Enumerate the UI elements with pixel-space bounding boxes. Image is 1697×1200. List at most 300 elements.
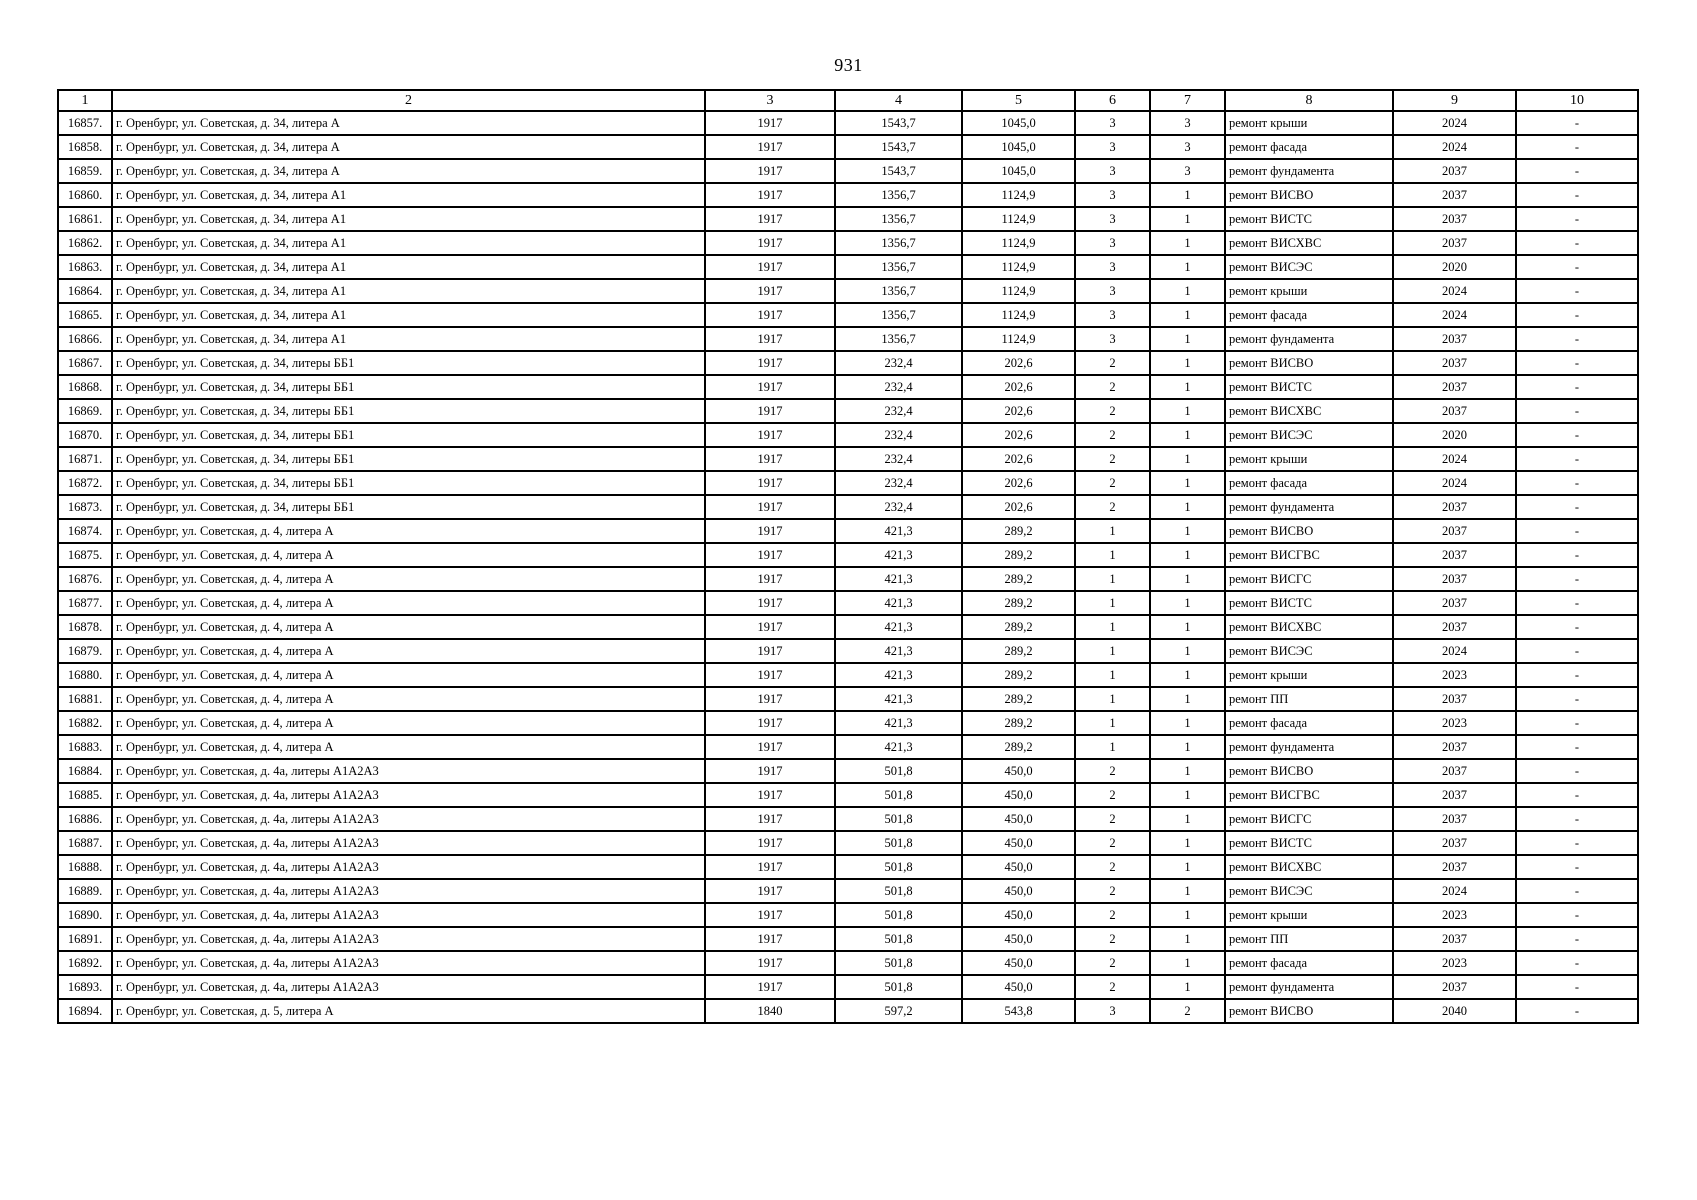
- year-cell: 1917: [705, 327, 835, 351]
- entrances-cell: 1: [1150, 735, 1225, 759]
- living-area-cell: 202,6: [962, 471, 1075, 495]
- row-number-cell: 16862.: [58, 231, 112, 255]
- year-cell: 1917: [705, 423, 835, 447]
- address-cell: г. Оренбург, ул. Советская, д. 4, литера А: [112, 543, 705, 567]
- floors-cell: 1: [1075, 687, 1150, 711]
- column-header: 9: [1393, 90, 1516, 111]
- note-cell: -: [1516, 375, 1638, 399]
- living-area-cell: 1124,9: [962, 207, 1075, 231]
- total-area-cell: 1356,7: [835, 207, 962, 231]
- row-number-cell: 16888.: [58, 855, 112, 879]
- total-area-cell: 501,8: [835, 831, 962, 855]
- living-area-cell: 450,0: [962, 855, 1075, 879]
- living-area-cell: 289,2: [962, 663, 1075, 687]
- plan-year-cell: 2024: [1393, 135, 1516, 159]
- address-cell: г. Оренбург, ул. Советская, д. 4, литера А: [112, 519, 705, 543]
- address-cell: г. Оренбург, ул. Советская, д. 4, литера А: [112, 663, 705, 687]
- year-cell: 1917: [705, 207, 835, 231]
- note-cell: -: [1516, 591, 1638, 615]
- floors-cell: 1: [1075, 567, 1150, 591]
- plan-year-cell: 2037: [1393, 615, 1516, 639]
- entrances-cell: 1: [1150, 255, 1225, 279]
- row-number-cell: 16868.: [58, 375, 112, 399]
- row-number-cell: 16859.: [58, 159, 112, 183]
- work-type-cell: ремонт фундамента: [1225, 735, 1393, 759]
- table-row: [58, 735, 1638, 759]
- year-cell: 1917: [705, 687, 835, 711]
- table-row: [58, 471, 1638, 495]
- work-type-cell: ремонт ВИСГС: [1225, 807, 1393, 831]
- work-type-cell: ремонт ВИСГВС: [1225, 783, 1393, 807]
- note-cell: -: [1516, 975, 1638, 999]
- work-type-cell: ремонт крыши: [1225, 903, 1393, 927]
- living-area-cell: 543,8: [962, 999, 1075, 1023]
- entrances-cell: 1: [1150, 927, 1225, 951]
- row-number-cell: 16866.: [58, 327, 112, 351]
- plan-year-cell: 2037: [1393, 567, 1516, 591]
- address-cell: г. Оренбург, ул. Советская, д. 4а, литеры А1А2А3: [112, 903, 705, 927]
- work-type-cell: ремонт фундамента: [1225, 975, 1393, 999]
- table-row: [58, 279, 1638, 303]
- total-area-cell: 421,3: [835, 639, 962, 663]
- living-area-cell: 450,0: [962, 879, 1075, 903]
- work-type-cell: ремонт ВИСЭС: [1225, 423, 1393, 447]
- living-area-cell: 289,2: [962, 567, 1075, 591]
- work-type-cell: ремонт ВИСТС: [1225, 375, 1393, 399]
- column-header: 3: [705, 90, 835, 111]
- floors-cell: 2: [1075, 807, 1150, 831]
- year-cell: 1917: [705, 951, 835, 975]
- entrances-cell: 1: [1150, 591, 1225, 615]
- total-area-cell: 501,8: [835, 951, 962, 975]
- year-cell: 1917: [705, 855, 835, 879]
- work-type-cell: ремонт ВИСТС: [1225, 591, 1393, 615]
- total-area-cell: 421,3: [835, 711, 962, 735]
- total-area-cell: 421,3: [835, 615, 962, 639]
- entrances-cell: 1: [1150, 519, 1225, 543]
- address-cell: г. Оренбург, ул. Советская, д. 34, литера А: [112, 111, 705, 135]
- row-number-cell: 16865.: [58, 303, 112, 327]
- year-cell: 1917: [705, 495, 835, 519]
- year-cell: 1917: [705, 135, 835, 159]
- note-cell: -: [1516, 303, 1638, 327]
- note-cell: -: [1516, 423, 1638, 447]
- row-number-cell: 16889.: [58, 879, 112, 903]
- living-area-cell: 202,6: [962, 447, 1075, 471]
- data-table: [57, 89, 1639, 1024]
- living-area-cell: 1045,0: [962, 135, 1075, 159]
- table-row: [58, 855, 1638, 879]
- floors-cell: 3: [1075, 999, 1150, 1023]
- entrances-cell: 2: [1150, 999, 1225, 1023]
- work-type-cell: ремонт фасада: [1225, 135, 1393, 159]
- entrances-cell: 1: [1150, 951, 1225, 975]
- plan-year-cell: 2037: [1393, 807, 1516, 831]
- address-cell: г. Оренбург, ул. Советская, д. 34, литера А: [112, 159, 705, 183]
- note-cell: -: [1516, 879, 1638, 903]
- entrances-cell: 1: [1150, 447, 1225, 471]
- total-area-cell: 597,2: [835, 999, 962, 1023]
- work-type-cell: ремонт ВИСЭС: [1225, 255, 1393, 279]
- work-type-cell: ремонт ПП: [1225, 927, 1393, 951]
- address-cell: г. Оренбург, ул. Советская, д. 4, литера А: [112, 735, 705, 759]
- note-cell: -: [1516, 639, 1638, 663]
- plan-year-cell: 2037: [1393, 687, 1516, 711]
- entrances-cell: 1: [1150, 687, 1225, 711]
- row-number-cell: 16885.: [58, 783, 112, 807]
- plan-year-cell: 2023: [1393, 711, 1516, 735]
- floors-cell: 2: [1075, 759, 1150, 783]
- floors-cell: 2: [1075, 951, 1150, 975]
- total-area-cell: 232,4: [835, 471, 962, 495]
- year-cell: 1917: [705, 783, 835, 807]
- floors-cell: 1: [1075, 639, 1150, 663]
- table-row: [58, 711, 1638, 735]
- note-cell: -: [1516, 807, 1638, 831]
- plan-year-cell: 2037: [1393, 975, 1516, 999]
- total-area-cell: 1356,7: [835, 183, 962, 207]
- table-row: [58, 567, 1638, 591]
- year-cell: 1917: [705, 255, 835, 279]
- row-number-cell: 16883.: [58, 735, 112, 759]
- note-cell: -: [1516, 759, 1638, 783]
- work-type-cell: ремонт ВИСВО: [1225, 999, 1393, 1023]
- row-number-cell: 16869.: [58, 399, 112, 423]
- row-number-cell: 16858.: [58, 135, 112, 159]
- work-type-cell: ремонт ВИСТС: [1225, 831, 1393, 855]
- address-cell: г. Оренбург, ул. Советская, д. 4а, литеры А1А2А3: [112, 759, 705, 783]
- entrances-cell: 1: [1150, 639, 1225, 663]
- work-type-cell: ремонт фундамента: [1225, 327, 1393, 351]
- row-number-cell: 16892.: [58, 951, 112, 975]
- living-area-cell: 1124,9: [962, 231, 1075, 255]
- plan-year-cell: 2037: [1393, 231, 1516, 255]
- column-header: 4: [835, 90, 962, 111]
- column-header: 7: [1150, 90, 1225, 111]
- work-type-cell: ремонт ВИСЭС: [1225, 879, 1393, 903]
- note-cell: -: [1516, 783, 1638, 807]
- table-row: [58, 759, 1638, 783]
- total-area-cell: 421,3: [835, 543, 962, 567]
- row-number-cell: 16891.: [58, 927, 112, 951]
- floors-cell: 2: [1075, 471, 1150, 495]
- note-cell: -: [1516, 615, 1638, 639]
- note-cell: -: [1516, 231, 1638, 255]
- table-row: [58, 255, 1638, 279]
- table-row: [58, 111, 1638, 135]
- work-type-cell: ремонт фасада: [1225, 951, 1393, 975]
- row-number-cell: 16875.: [58, 543, 112, 567]
- total-area-cell: 421,3: [835, 567, 962, 591]
- plan-year-cell: 2024: [1393, 447, 1516, 471]
- plan-year-cell: 2023: [1393, 663, 1516, 687]
- year-cell: 1917: [705, 375, 835, 399]
- address-cell: г. Оренбург, ул. Советская, д. 34, литеры ББ1: [112, 495, 705, 519]
- work-type-cell: ремонт фасада: [1225, 711, 1393, 735]
- living-area-cell: 450,0: [962, 807, 1075, 831]
- row-number-cell: 16874.: [58, 519, 112, 543]
- total-area-cell: 232,4: [835, 399, 962, 423]
- row-number-cell: 16876.: [58, 567, 112, 591]
- plan-year-cell: 2020: [1393, 255, 1516, 279]
- plan-year-cell: 2037: [1393, 855, 1516, 879]
- address-cell: г. Оренбург, ул. Советская, д. 34, литеры ББ1: [112, 471, 705, 495]
- table-row: [58, 783, 1638, 807]
- total-area-cell: 232,4: [835, 375, 962, 399]
- entrances-cell: 1: [1150, 207, 1225, 231]
- note-cell: -: [1516, 495, 1638, 519]
- address-cell: г. Оренбург, ул. Советская, д. 34, литера А1: [112, 279, 705, 303]
- year-cell: 1917: [705, 615, 835, 639]
- floors-cell: 1: [1075, 519, 1150, 543]
- floors-cell: 2: [1075, 903, 1150, 927]
- row-number-cell: 16894.: [58, 999, 112, 1023]
- living-area-cell: 289,2: [962, 543, 1075, 567]
- note-cell: -: [1516, 351, 1638, 375]
- note-cell: -: [1516, 855, 1638, 879]
- table-row: [58, 423, 1638, 447]
- address-cell: г. Оренбург, ул. Советская, д. 34, литеры ББ1: [112, 375, 705, 399]
- entrances-cell: 1: [1150, 471, 1225, 495]
- table-row: [58, 831, 1638, 855]
- plan-year-cell: 2037: [1393, 543, 1516, 567]
- living-area-cell: 289,2: [962, 591, 1075, 615]
- note-cell: -: [1516, 687, 1638, 711]
- year-cell: 1917: [705, 471, 835, 495]
- note-cell: -: [1516, 159, 1638, 183]
- total-area-cell: 501,8: [835, 783, 962, 807]
- year-cell: 1917: [705, 183, 835, 207]
- plan-year-cell: 2024: [1393, 279, 1516, 303]
- year-cell: 1917: [705, 591, 835, 615]
- entrances-cell: 1: [1150, 423, 1225, 447]
- work-type-cell: ремонт ВИСХВС: [1225, 855, 1393, 879]
- floors-cell: 3: [1075, 255, 1150, 279]
- year-cell: 1917: [705, 879, 835, 903]
- work-type-cell: ремонт крыши: [1225, 447, 1393, 471]
- address-cell: г. Оренбург, ул. Советская, д. 34, литера А1: [112, 327, 705, 351]
- floors-cell: 2: [1075, 351, 1150, 375]
- total-area-cell: 421,3: [835, 519, 962, 543]
- note-cell: -: [1516, 567, 1638, 591]
- entrances-cell: 1: [1150, 711, 1225, 735]
- year-cell: 1917: [705, 159, 835, 183]
- note-cell: -: [1516, 135, 1638, 159]
- total-area-cell: 1543,7: [835, 159, 962, 183]
- row-number-cell: 16880.: [58, 663, 112, 687]
- entrances-cell: 1: [1150, 879, 1225, 903]
- total-area-cell: 1356,7: [835, 303, 962, 327]
- entrances-cell: 1: [1150, 543, 1225, 567]
- entrances-cell: 1: [1150, 351, 1225, 375]
- table-row: [58, 519, 1638, 543]
- address-cell: г. Оренбург, ул. Советская, д. 34, литера А1: [112, 183, 705, 207]
- plan-year-cell: 2024: [1393, 303, 1516, 327]
- note-cell: -: [1516, 735, 1638, 759]
- plan-year-cell: 2020: [1393, 423, 1516, 447]
- work-type-cell: ремонт ВИСТС: [1225, 207, 1393, 231]
- entrances-cell: 1: [1150, 231, 1225, 255]
- total-area-cell: 501,8: [835, 855, 962, 879]
- address-cell: г. Оренбург, ул. Советская, д. 4, литера А: [112, 639, 705, 663]
- year-cell: 1917: [705, 111, 835, 135]
- year-cell: 1917: [705, 663, 835, 687]
- living-area-cell: 1124,9: [962, 327, 1075, 351]
- address-cell: г. Оренбург, ул. Советская, д. 4а, литеры А1А2А3: [112, 927, 705, 951]
- year-cell: 1917: [705, 231, 835, 255]
- living-area-cell: 450,0: [962, 975, 1075, 999]
- plan-year-cell: 2037: [1393, 183, 1516, 207]
- entrances-cell: 1: [1150, 663, 1225, 687]
- address-cell: г. Оренбург, ул. Советская, д. 4а, литеры А1А2А3: [112, 879, 705, 903]
- address-cell: г. Оренбург, ул. Советская, д. 4, литера А: [112, 615, 705, 639]
- living-area-cell: 450,0: [962, 831, 1075, 855]
- address-cell: г. Оренбург, ул. Советская, д. 4а, литеры А1А2А3: [112, 783, 705, 807]
- note-cell: -: [1516, 519, 1638, 543]
- address-cell: г. Оренбург, ул. Советская, д. 34, литера А: [112, 135, 705, 159]
- note-cell: -: [1516, 927, 1638, 951]
- note-cell: -: [1516, 207, 1638, 231]
- entrances-cell: 1: [1150, 375, 1225, 399]
- year-cell: 1917: [705, 735, 835, 759]
- table-row: [58, 183, 1638, 207]
- floors-cell: 3: [1075, 279, 1150, 303]
- plan-year-cell: 2037: [1393, 519, 1516, 543]
- table-row: [58, 495, 1638, 519]
- row-number-cell: 16871.: [58, 447, 112, 471]
- entrances-cell: 1: [1150, 495, 1225, 519]
- table-row: [58, 639, 1638, 663]
- note-cell: -: [1516, 999, 1638, 1023]
- note-cell: -: [1516, 399, 1638, 423]
- note-cell: -: [1516, 183, 1638, 207]
- plan-year-cell: 2023: [1393, 951, 1516, 975]
- address-cell: г. Оренбург, ул. Советская, д. 4, литера А: [112, 687, 705, 711]
- note-cell: -: [1516, 279, 1638, 303]
- table-row: [58, 351, 1638, 375]
- living-area-cell: 289,2: [962, 519, 1075, 543]
- total-area-cell: 232,4: [835, 447, 962, 471]
- total-area-cell: 1356,7: [835, 231, 962, 255]
- row-number-cell: 16878.: [58, 615, 112, 639]
- header-row: [58, 90, 1638, 111]
- table-row: [58, 231, 1638, 255]
- row-number-cell: 16872.: [58, 471, 112, 495]
- row-number-cell: 16870.: [58, 423, 112, 447]
- column-header: 8: [1225, 90, 1393, 111]
- total-area-cell: 1356,7: [835, 327, 962, 351]
- address-cell: г. Оренбург, ул. Советская, д. 4, литера А: [112, 591, 705, 615]
- note-cell: -: [1516, 111, 1638, 135]
- entrances-cell: 1: [1150, 759, 1225, 783]
- floors-cell: 2: [1075, 975, 1150, 999]
- row-number-cell: 16860.: [58, 183, 112, 207]
- plan-year-cell: 2024: [1393, 111, 1516, 135]
- work-type-cell: ремонт ВИСХВС: [1225, 615, 1393, 639]
- address-cell: г. Оренбург, ул. Советская, д. 4а, литеры А1А2А3: [112, 951, 705, 975]
- living-area-cell: 450,0: [962, 783, 1075, 807]
- floors-cell: 2: [1075, 399, 1150, 423]
- row-number-cell: 16863.: [58, 255, 112, 279]
- note-cell: -: [1516, 327, 1638, 351]
- row-number-cell: 16890.: [58, 903, 112, 927]
- living-area-cell: 202,6: [962, 495, 1075, 519]
- living-area-cell: 289,2: [962, 615, 1075, 639]
- floors-cell: 2: [1075, 375, 1150, 399]
- year-cell: 1917: [705, 399, 835, 423]
- year-cell: 1917: [705, 807, 835, 831]
- living-area-cell: 1124,9: [962, 303, 1075, 327]
- floors-cell: 2: [1075, 831, 1150, 855]
- table-row: [58, 879, 1638, 903]
- entrances-cell: 1: [1150, 399, 1225, 423]
- row-number-cell: 16864.: [58, 279, 112, 303]
- year-cell: 1917: [705, 903, 835, 927]
- address-cell: г. Оренбург, ул. Советская, д. 4а, литеры А1А2А3: [112, 855, 705, 879]
- total-area-cell: 232,4: [835, 423, 962, 447]
- plan-year-cell: 2037: [1393, 759, 1516, 783]
- work-type-cell: ремонт ВИСВО: [1225, 351, 1393, 375]
- entrances-cell: 1: [1150, 303, 1225, 327]
- living-area-cell: 289,2: [962, 687, 1075, 711]
- total-area-cell: 1356,7: [835, 255, 962, 279]
- address-cell: г. Оренбург, ул. Советская, д. 5, литера А: [112, 999, 705, 1023]
- note-cell: -: [1516, 831, 1638, 855]
- plan-year-cell: 2037: [1393, 591, 1516, 615]
- floors-cell: 3: [1075, 135, 1150, 159]
- plan-year-cell: 2037: [1393, 735, 1516, 759]
- floors-cell: 1: [1075, 615, 1150, 639]
- row-number-cell: 16882.: [58, 711, 112, 735]
- table-row: [58, 975, 1638, 999]
- work-type-cell: ремонт ВИСГС: [1225, 567, 1393, 591]
- floors-cell: 1: [1075, 543, 1150, 567]
- work-type-cell: ремонт ВИСХВС: [1225, 231, 1393, 255]
- note-cell: -: [1516, 711, 1638, 735]
- entrances-cell: 1: [1150, 855, 1225, 879]
- table-row: [58, 159, 1638, 183]
- address-cell: г. Оренбург, ул. Советская, д. 4, литера А: [112, 711, 705, 735]
- note-cell: -: [1516, 471, 1638, 495]
- floors-cell: 2: [1075, 495, 1150, 519]
- year-cell: 1917: [705, 831, 835, 855]
- year-cell: 1917: [705, 975, 835, 999]
- column-header: 2: [112, 90, 705, 111]
- entrances-cell: 3: [1150, 111, 1225, 135]
- total-area-cell: 501,8: [835, 903, 962, 927]
- year-cell: 1917: [705, 927, 835, 951]
- plan-year-cell: 2037: [1393, 831, 1516, 855]
- row-number-cell: 16886.: [58, 807, 112, 831]
- plan-year-cell: 2037: [1393, 783, 1516, 807]
- note-cell: -: [1516, 255, 1638, 279]
- total-area-cell: 501,8: [835, 759, 962, 783]
- table-row: [58, 663, 1638, 687]
- table-row: [58, 327, 1638, 351]
- plan-year-cell: 2024: [1393, 471, 1516, 495]
- entrances-cell: 1: [1150, 831, 1225, 855]
- work-type-cell: ремонт ВИСГВС: [1225, 543, 1393, 567]
- total-area-cell: 421,3: [835, 687, 962, 711]
- table-body: [58, 111, 1638, 1023]
- table-row: [58, 303, 1638, 327]
- year-cell: 1917: [705, 303, 835, 327]
- work-type-cell: ремонт ВИСВО: [1225, 759, 1393, 783]
- living-area-cell: 450,0: [962, 951, 1075, 975]
- address-cell: г. Оренбург, ул. Советская, д. 34, литеры ББ1: [112, 399, 705, 423]
- work-type-cell: ремонт ВИСВО: [1225, 183, 1393, 207]
- note-cell: -: [1516, 903, 1638, 927]
